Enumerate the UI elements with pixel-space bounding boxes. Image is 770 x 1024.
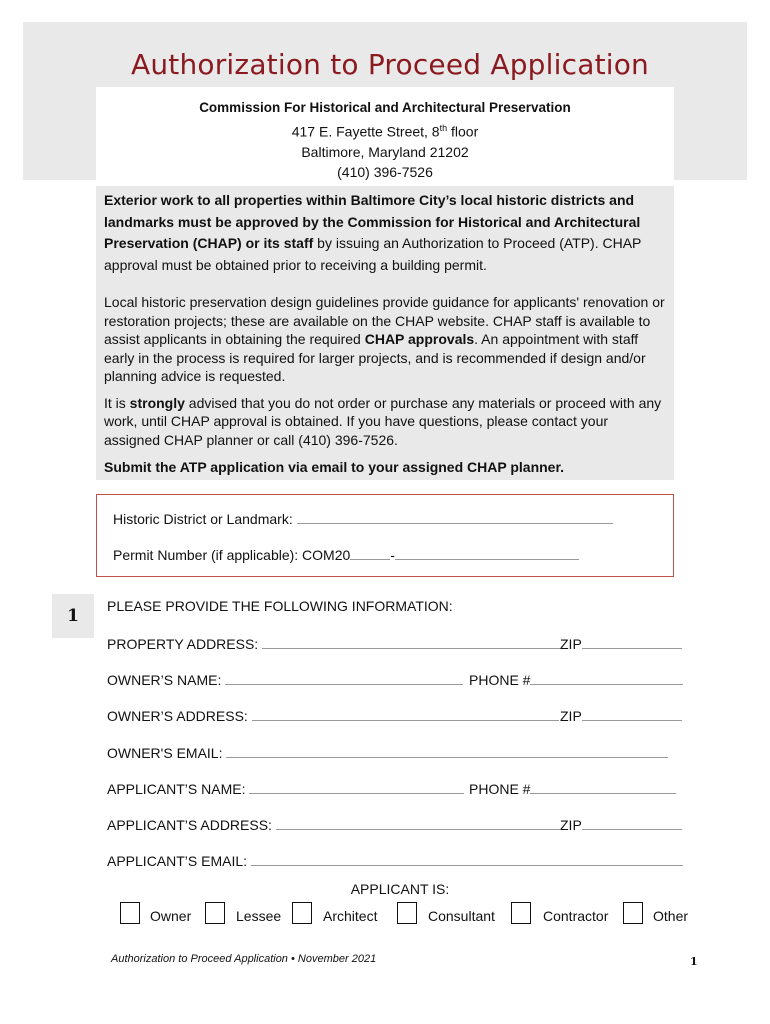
applicants-name-label: APPLICANT’S NAME: <box>107 781 246 797</box>
info-paragraph-1: Exterior work to all properties within Baltimore City’s local historic districts and landmarks must be approved by the Commission for Historical and Architectural Preservation (CHAP) or its staff by issuing an Authorization to Proceed (ATP). CHAP approval must be obtained prior to receiving a building permit. <box>104 192 642 273</box>
applicants-email-row <box>107 851 683 869</box>
owners-email-label: OWNER'S EMAIL: <box>107 745 223 761</box>
info-paragraph-4: Submit the ATP application via email to your assigned CHAP planner. <box>104 459 565 475</box>
district-input[interactable] <box>297 509 613 524</box>
owners-address-row <box>107 706 559 724</box>
permit-number-input[interactable] <box>395 545 579 560</box>
applicant-is-label: APPLICANT IS: <box>350 881 450 897</box>
property-zip-input[interactable] <box>582 634 682 649</box>
zip-label: ZIP <box>560 636 582 652</box>
district-label: Historic District or Landmark: <box>113 511 293 527</box>
consultant-checkbox[interactable] <box>397 902 417 924</box>
other-checkbox[interactable] <box>623 902 643 924</box>
applicants-zip-input[interactable] <box>582 815 682 830</box>
owners-address-input[interactable] <box>252 706 559 721</box>
info-box <box>96 186 674 480</box>
info-paragraph-3: It is strongly advised that you do not order or purchase any materials or proceed with any work, until CHAP approval is obtained. If you have questions, please contact your assigned CHAP planner or call (410) 396-7526. <box>104 394 662 448</box>
district-row <box>113 509 613 527</box>
contractor-checkbox[interactable] <box>511 902 531 924</box>
property-address-input[interactable] <box>262 634 562 649</box>
owners-phone-input[interactable] <box>530 670 683 685</box>
applicants-email-input[interactable] <box>251 851 683 866</box>
zip-label: ZIP <box>560 708 582 724</box>
permit-box <box>96 494 674 577</box>
info-paragraph-2: Local historic preservation design guidelines provide guidance for applicants' renovation or restoration projects; these are available on the CHAP website. CHAP staff is available to assist applicants in obtaining the required CHAP approvals. An appointment with staff early in the process is required for larger projects, and is recommended if design and/or planning advice is requested. <box>104 294 665 384</box>
permit-label: Permit Number (if applicable): COM20 <box>113 547 351 563</box>
lessee-label: Lessee <box>236 908 282 924</box>
applicants-address-input[interactable] <box>276 815 560 830</box>
phone-label: PHONE # <box>469 781 531 797</box>
owners-address-label: OWNER’S ADDRESS: <box>107 708 248 724</box>
lessee-checkbox[interactable] <box>205 902 225 924</box>
applicants-address-label: APPLICANT’S ADDRESS: <box>107 817 272 833</box>
phone-label: PHONE # <box>469 672 531 688</box>
applicants-name-row <box>107 779 464 797</box>
permit-row: Permit Number (if applicable): COM20 - <box>113 545 579 563</box>
applicants-email-label: APPLICANT’S EMAIL: <box>107 853 248 869</box>
address-block <box>96 87 674 182</box>
footer-text: Authorization to Proceed Application • November 2021 <box>111 953 377 965</box>
consultant-label: Consultant <box>428 908 495 924</box>
applicants-address-row <box>107 815 560 833</box>
owner-label: Owner <box>150 908 192 924</box>
city-address: Baltimore, Maryland 21202 <box>301 143 469 160</box>
property-address-label: PROPERTY ADDRESS: <box>107 636 259 652</box>
street-address: 417 E. Fayette Street, 8th floor <box>291 123 479 140</box>
section-heading: PLEASE PROVIDE THE FOLLOWING INFORMATION: <box>107 598 453 614</box>
page-title: Authorization to Proceed Application <box>130 48 650 81</box>
owners-phone-row <box>469 670 683 688</box>
zip-label: ZIP <box>560 817 582 833</box>
owners-name-row <box>107 670 463 688</box>
owners-zip-row <box>560 706 682 724</box>
applicants-phone-input[interactable] <box>530 779 676 794</box>
contractor-label: Contractor <box>543 908 609 924</box>
architect-label: Architect <box>323 908 378 924</box>
page-number: 1 <box>690 955 698 968</box>
phone-number: (410) 396-7526 <box>337 163 433 180</box>
property-zip-row <box>560 634 682 652</box>
bullet-icon: • <box>291 953 295 965</box>
owners-name-input[interactable] <box>225 670 463 685</box>
owners-email-input[interactable] <box>226 743 668 758</box>
permit-year-input[interactable] <box>350 545 390 560</box>
org-name: Commission For Historical and Architectural Preservation <box>199 100 571 115</box>
applicants-name-input[interactable] <box>249 779 464 794</box>
applicants-phone-row <box>469 779 676 797</box>
section-number: 1 <box>52 594 94 638</box>
architect-checkbox[interactable] <box>292 902 312 924</box>
owners-zip-input[interactable] <box>582 706 682 721</box>
owners-email-row <box>107 743 668 761</box>
property-address-row <box>107 634 562 652</box>
owner-checkbox[interactable] <box>120 902 140 924</box>
applicants-zip-row <box>560 815 682 833</box>
owners-name-label: OWNER’S NAME: <box>107 672 222 688</box>
other-label: Other <box>653 908 689 924</box>
